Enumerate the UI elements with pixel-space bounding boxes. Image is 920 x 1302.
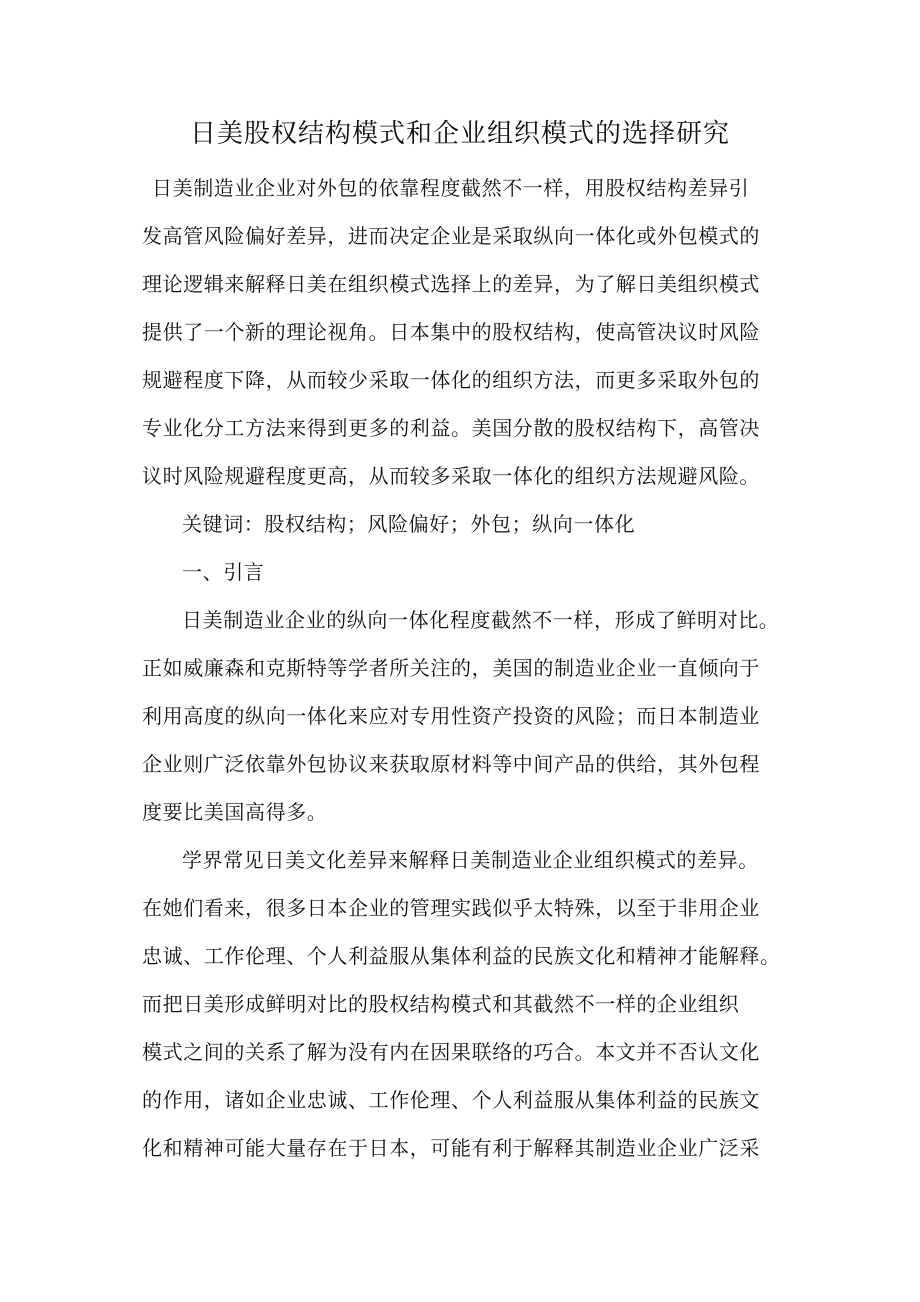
paragraph-line: 日美制造业企业的纵向一体化程度截然不一样，形成了鲜明对比。 (182, 608, 780, 632)
abstract-line: 专业化分工方法来得到更多的利益。美国分散的股权结构下，高管决 (142, 416, 760, 440)
paragraph-line: 企业则广泛依靠外包协议来获取原材料等中间产品的供给，其外包程 (142, 752, 760, 776)
paragraph-1 (142, 596, 802, 836)
abstract-line: 日美制造业企业对外包的依靠程度截然不一样，用股权结构差异引 (152, 176, 750, 200)
paragraph-line: 度要比美国高得多。 (142, 800, 328, 824)
paragraph-line: 模式之间的关系了解为没有内在因果联络的巧合。本文并不否认文化 (142, 1040, 760, 1064)
abstract-line: 规避程度下降，从而较少采取一体化的组织方法，而更多采取外包的 (142, 368, 760, 392)
abstract-line: 议时风险规避程度更高，从而较多采取一体化的组织方法规避风险。 (142, 464, 760, 488)
paragraph-line: 在她们看来，很多日本企业的管理实践似乎太特殊，以至于非用企业 (142, 896, 760, 920)
abstract-line: 提供了一个新的理论视角。日本集中的股权结构，使高管决议时风险 (142, 320, 760, 344)
abstract-line: 理论逻辑来解释日美在组织模式选择上的差异，为了解日美组织模式 (142, 272, 760, 296)
abstract (142, 164, 802, 500)
paragraph-line: 正如威廉森和克斯特等学者所关注的，美国的制造业企业一直倾向于 (142, 656, 760, 680)
abstract-line: 发高管风险偏好差异，进而决定企业是采取纵向一体化或外包模式的 (142, 224, 760, 248)
document-title: 日美股权结构模式和企业组织模式的选择研究 (189, 119, 730, 149)
paragraph-2 (142, 836, 802, 1172)
keywords-line: 关键词：股权结构；风险偏好；外包；纵向一体化 (182, 512, 636, 536)
paragraph-line: 化和精神可能大量存在于日本，可能有利于解释其制造业企业广泛采 (142, 1136, 760, 1160)
paragraph-line: 学界常见日美文化差异来解释日美制造业企业组织模式的差异。 (182, 848, 759, 872)
paragraph-line: 而把日美形成鲜明对比的股权结构模式和其截然不一样的企业组织 (142, 992, 740, 1016)
document-body (142, 164, 802, 1172)
paragraph-line: 的作用，诸如企业忠诚、工作伦理、个人利益服从集体利益的民族文 (142, 1088, 760, 1112)
paragraph-line: 忠诚、工作伦理、个人利益服从集体利益的民族文化和精神才能解释。 (142, 944, 781, 968)
section-heading: 一、引言 (182, 560, 265, 584)
paragraph-line: 利用高度的纵向一体化来应对专用性资产投资的风险；而日本制造业 (142, 704, 760, 728)
